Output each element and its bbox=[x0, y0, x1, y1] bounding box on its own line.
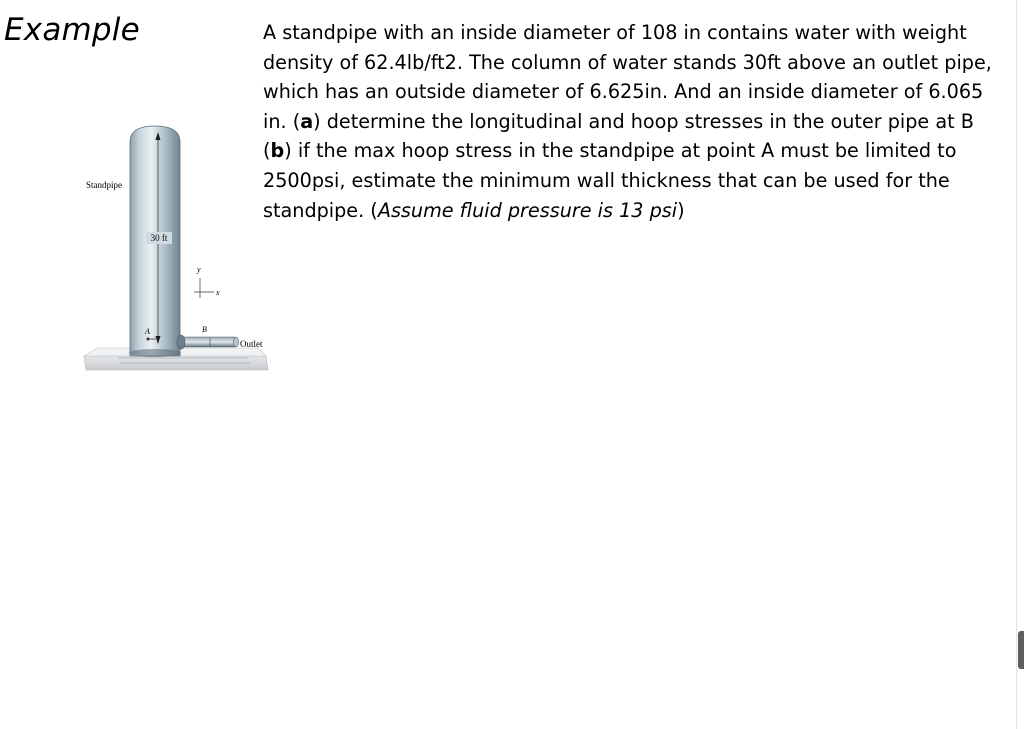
problem-text: ) if the max hoop stress in the standpipe at point A must be limited to bbox=[284, 139, 957, 163]
problem-line bbox=[263, 48, 1015, 78]
standpipe-figure bbox=[78, 120, 278, 382]
assumption-text: Assume fluid pressure is 13 psi bbox=[377, 198, 678, 222]
problem-line bbox=[263, 136, 1015, 166]
problem-text: standpipe. ( bbox=[263, 198, 378, 222]
page-edge-line bbox=[1016, 0, 1017, 729]
problem-line bbox=[263, 77, 1015, 107]
axis-indicator bbox=[194, 278, 214, 298]
problem-text: in. ( bbox=[263, 109, 301, 133]
problem-line bbox=[263, 107, 1015, 137]
axis-y-label: y bbox=[197, 265, 201, 274]
standpipe-diagram bbox=[78, 120, 278, 382]
problem-text: ( bbox=[263, 139, 271, 163]
height-label: 30 ft bbox=[150, 233, 168, 243]
outlet-label: Outlet bbox=[240, 339, 263, 349]
scroll-handle[interactable] bbox=[1018, 631, 1024, 669]
axis-x-label: x bbox=[216, 288, 220, 297]
problem-text: density of 62.4lb/ft2. The column of water stands 30ft above an outlet pipe, bbox=[263, 50, 992, 74]
point-a-label: A bbox=[145, 327, 150, 336]
outlet-pipe bbox=[177, 335, 239, 349]
problem-statement bbox=[263, 18, 1015, 225]
problem-text: A standpipe with an inside diameter of 108 in contains water with weight bbox=[263, 21, 967, 44]
part-label: b bbox=[270, 139, 285, 163]
standpipe-label: Standpipe bbox=[86, 180, 122, 190]
problem-text: 2500psi, estimate the minimum wall thickness that can be used for the bbox=[263, 168, 950, 192]
problem-line bbox=[263, 18, 1015, 48]
problem-text: which has an outside diameter of 6.625in. And an inside diameter of 6.065 bbox=[263, 80, 984, 104]
problem-line bbox=[263, 166, 1015, 196]
part-label: a bbox=[300, 109, 314, 133]
point-b-label: B bbox=[202, 325, 207, 334]
problem-text: ) bbox=[677, 198, 685, 222]
slide-title: Example bbox=[4, 12, 140, 48]
problem-text: ) determine the longitudinal and hoop stresses in the outer pipe at B bbox=[313, 109, 974, 133]
problem-line bbox=[263, 196, 1015, 226]
